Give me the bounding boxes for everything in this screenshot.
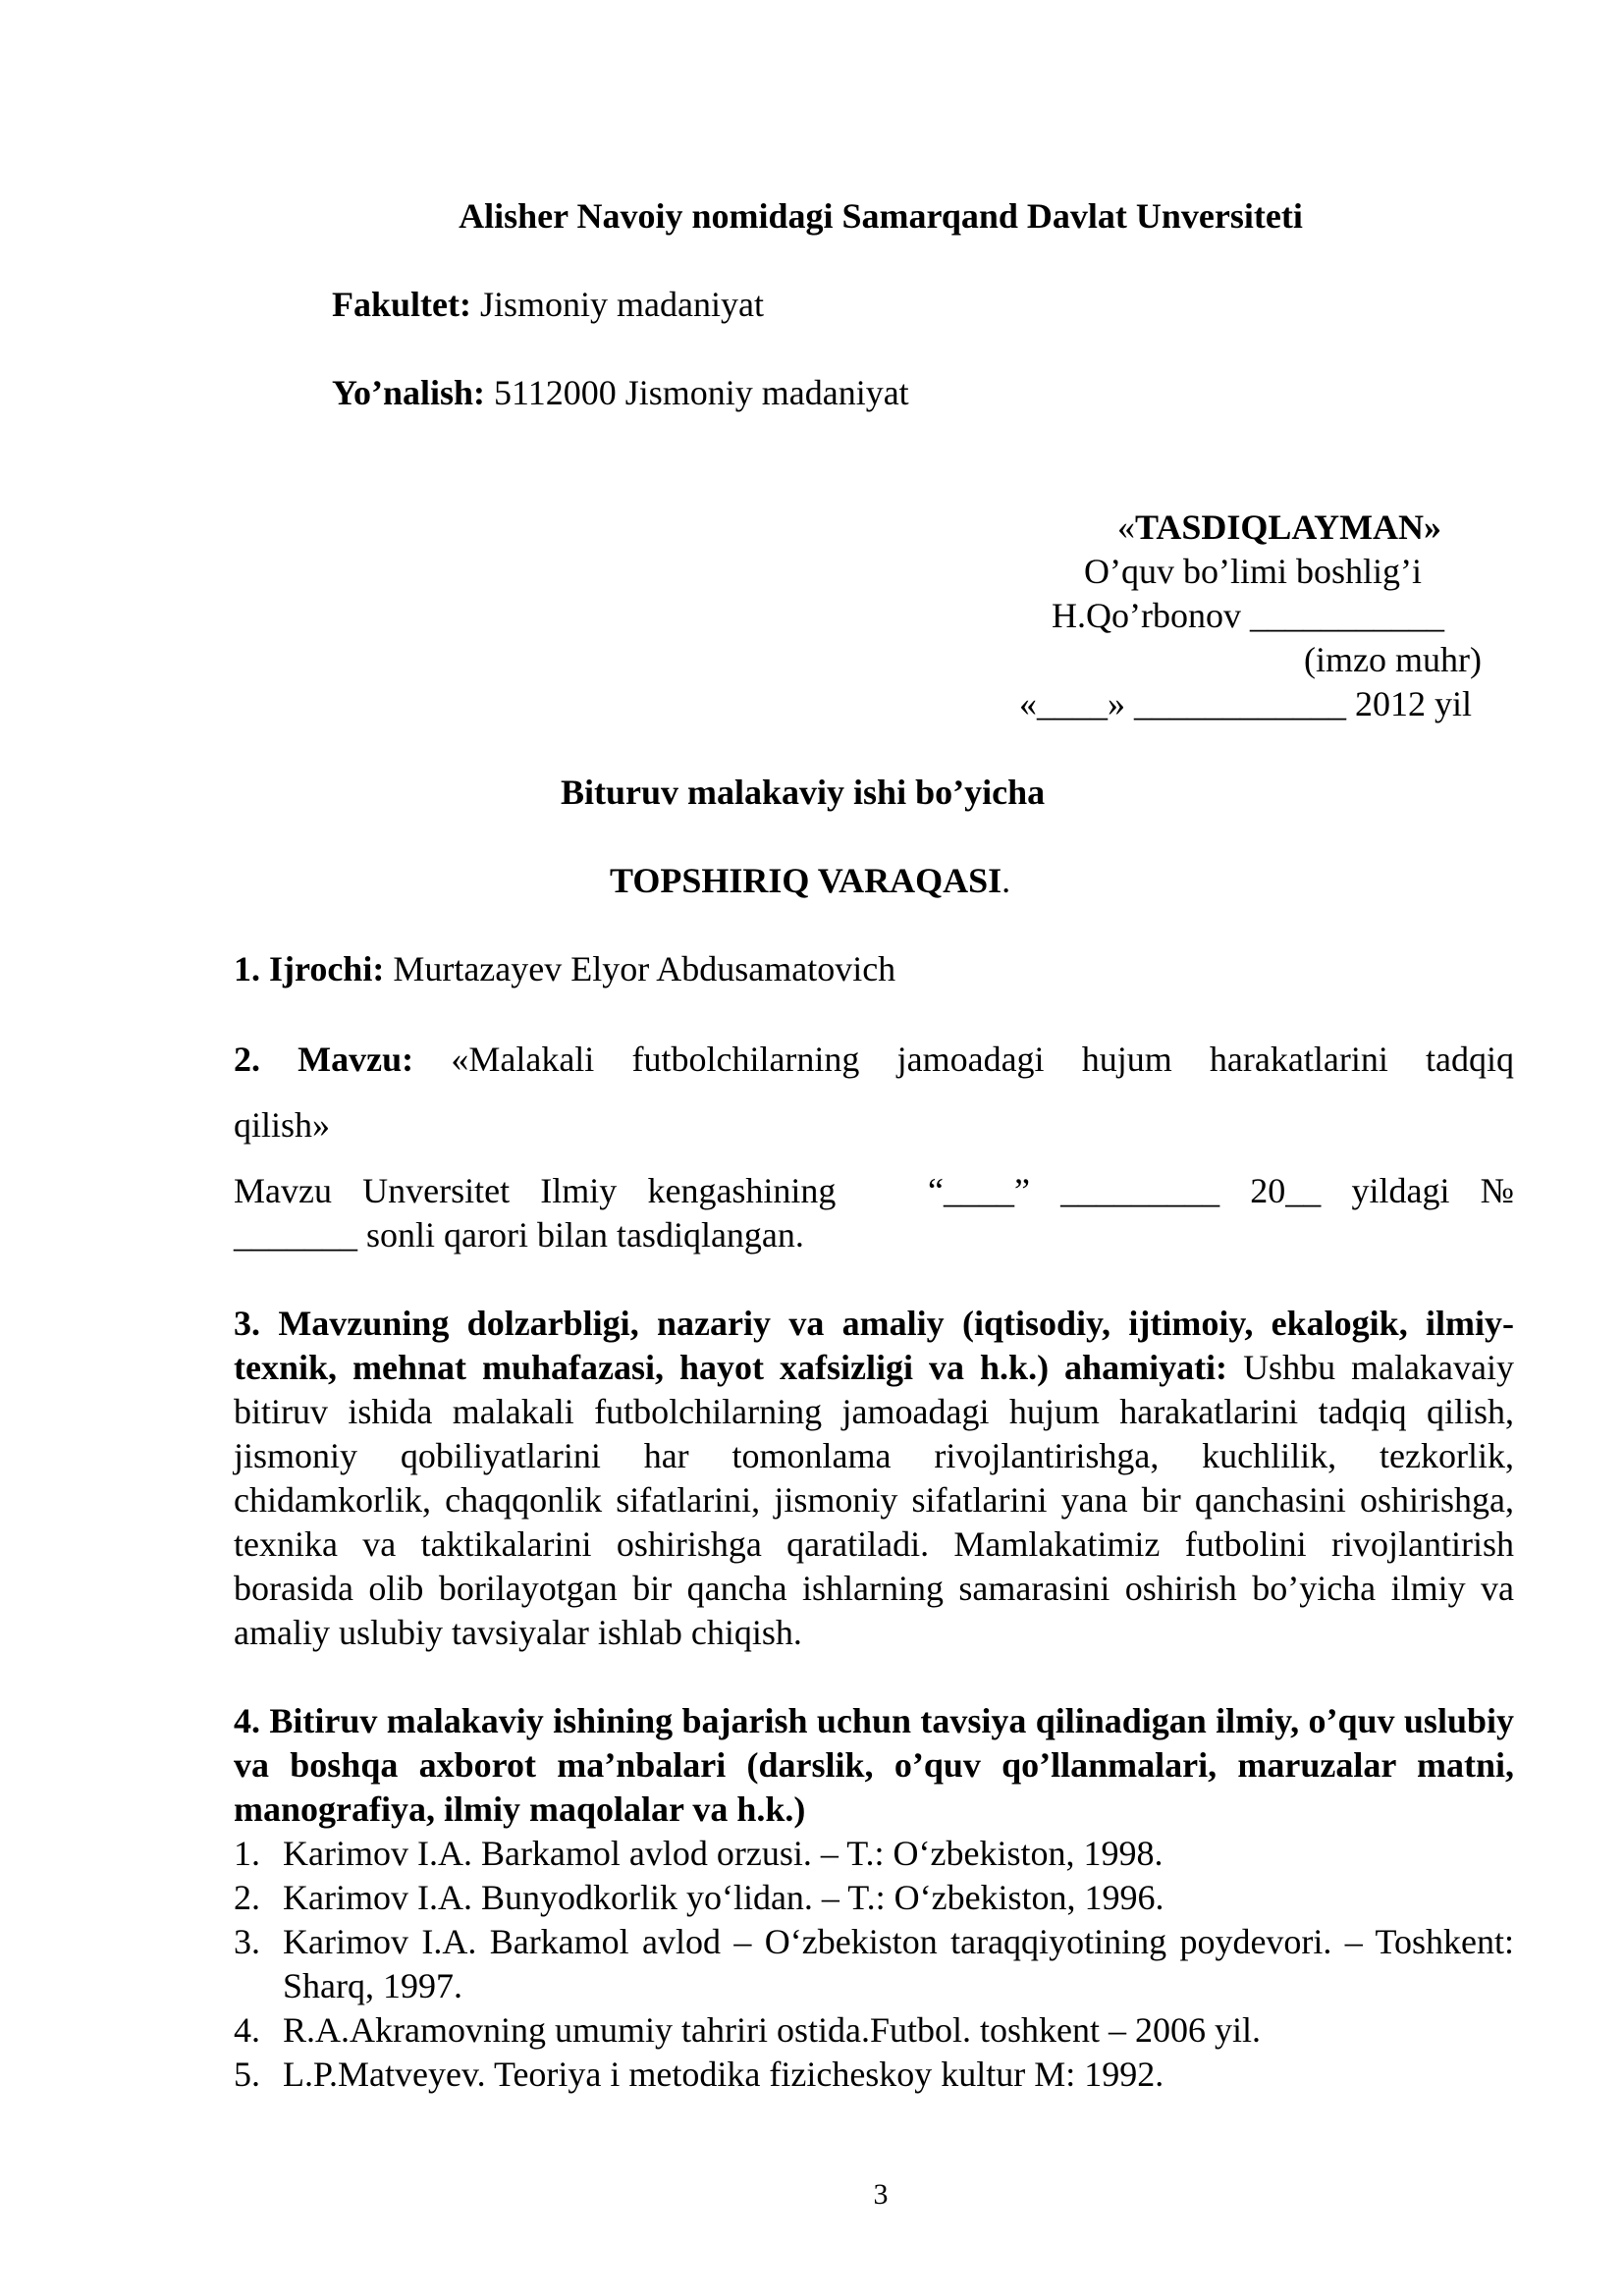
faculty-line bbox=[332, 283, 764, 327]
reference-number: 1. bbox=[234, 1834, 260, 1873]
reference-number: 3. bbox=[234, 1922, 260, 1961]
topic-label: 2. Mavzu: bbox=[234, 1040, 414, 1079]
reference-item bbox=[234, 1920, 1514, 2008]
reference-text: Karimov I.A. Bunyodkorlik yo‘lidan. – T.: O‘zbekiston, 1996. bbox=[283, 1878, 1164, 1917]
university-title: Alisher Navoiy nomidagi Samarqand Davlat Unversiteti bbox=[459, 196, 1303, 236]
approval-heading bbox=[1117, 506, 1441, 550]
reference-text: R.A.Akramovning umumiy tahriri ostida.Futbol. toshkent – 2006 yil. bbox=[283, 2010, 1261, 2050]
relevance-label: 3. Mavzuning dolzarbligi, nazariy va amaliy (iqtisodiy, ijtimoiy, ekalogik, ilmiy-texnik, mehnat muhafazasi, hayot xafsizligi va h.k.) ahamiyati: bbox=[234, 1304, 1514, 1387]
page-number: 3 bbox=[873, 2178, 889, 2211]
approval-open-quote: « bbox=[1117, 507, 1135, 547]
signature-note: (imzo muhr) bbox=[1304, 640, 1482, 679]
approval-title: TASDIQLAYMAN» bbox=[1135, 507, 1442, 547]
approval-position: O’quv bo’limi boshlig’i bbox=[1084, 552, 1422, 591]
council-approval-line2: _______ sonli qarori bilan tasdiqlangan. bbox=[234, 1215, 804, 1255]
relevance-text: Ushbu malakavaiy bitiruv ishida malakali futbolchilarning jamoadagi hujum harakatlarini tadqiq qilish, jismoniy qobiliyatlarini har tomonlama rivojlantirishga, kuchlilik, tezkorlik, chidamkorlik, chaqqonlik sifatlarini, jismoniy sifatlarini yana bir qanchasini oshirishga, texnika va taktikalarini oshirishga qaratiladi. Mamlakatimiz futbolini rivojlantirish borasida olib borilayotgan bir qancha ishlarning samarasini oshirish bo’yicha ilmiy va amaliy uslubiy tavsiyalar ishlab chiqish. bbox=[234, 1348, 1514, 1652]
relevance-paragraph bbox=[234, 1302, 1514, 1655]
reference-item bbox=[234, 1876, 1514, 1920]
executor-label: 1. Ijrochi: bbox=[234, 949, 385, 988]
topic-line1 bbox=[234, 1038, 1514, 1082]
reference-number: 2. bbox=[234, 1878, 260, 1917]
references-list bbox=[234, 1832, 1514, 2097]
reference-number: 5. bbox=[234, 2055, 260, 2094]
executor-line bbox=[234, 947, 895, 991]
document-title-main: TOPSHIRIQ VARAQASI bbox=[610, 861, 1002, 900]
reference-item bbox=[234, 2053, 1514, 2097]
topic-text-line1: «Malakali futbolchilarning jamoadagi hujum harakatlarini tadqiq bbox=[451, 1040, 1514, 1079]
reference-item bbox=[234, 2008, 1514, 2053]
sources-heading: 4. Bitiruv malakaviy ishining bajarish uchun tavsiya qilinadigan ilmiy, o’quv uslubiy va boshqa axborot ma’nbalari (darslik, o’quv qo’llanmalari, maruzalar matni, manografiya, ilmiy maqolalar va h.k.) bbox=[234, 1701, 1514, 1829]
document-title-period: . bbox=[1001, 861, 1011, 900]
reference-text: L.P.Matveyev. Teoriya i metodika fizicheskoy kultur M: 1992. bbox=[283, 2055, 1164, 2094]
reference-number: 4. bbox=[234, 2010, 260, 2050]
document-title-line1: Bituruv malakaviy ishi bo’yicha bbox=[561, 773, 1046, 812]
council-approval-line1: Mavzu Unversitet Ilmiy kengashining “____” _________ 20__ yildagi № bbox=[234, 1171, 1514, 1210]
direction-line bbox=[332, 371, 909, 415]
executor-value: Murtazayev Elyor Abdusamatovich bbox=[384, 949, 896, 988]
document-title-line2 bbox=[610, 859, 1010, 903]
reference-text: Karimov I.A. Barkamol avlod – O‘zbekiston taraqqiyotining poydevori. – Toshkent: Sharq, 1997. bbox=[283, 1922, 1514, 2005]
reference-item bbox=[234, 1832, 1514, 1876]
direction-value: 5112000 Jismoniy madaniyat bbox=[485, 373, 909, 412]
faculty-value: Jismoniy madaniyat bbox=[470, 285, 764, 324]
reference-text: Karimov I.A. Barkamol avlod orzusi. – T.: O‘zbekiston, 1998. bbox=[283, 1834, 1164, 1873]
direction-label: Yo’nalish: bbox=[332, 373, 486, 412]
topic-line2: qilish» bbox=[234, 1105, 331, 1145]
faculty-label: Fakultet: bbox=[332, 285, 471, 324]
approval-date-line: «____» ____________ 2012 yil bbox=[1019, 684, 1473, 723]
approval-name-line: H.Qo’rbonov ___________ bbox=[1052, 596, 1444, 635]
